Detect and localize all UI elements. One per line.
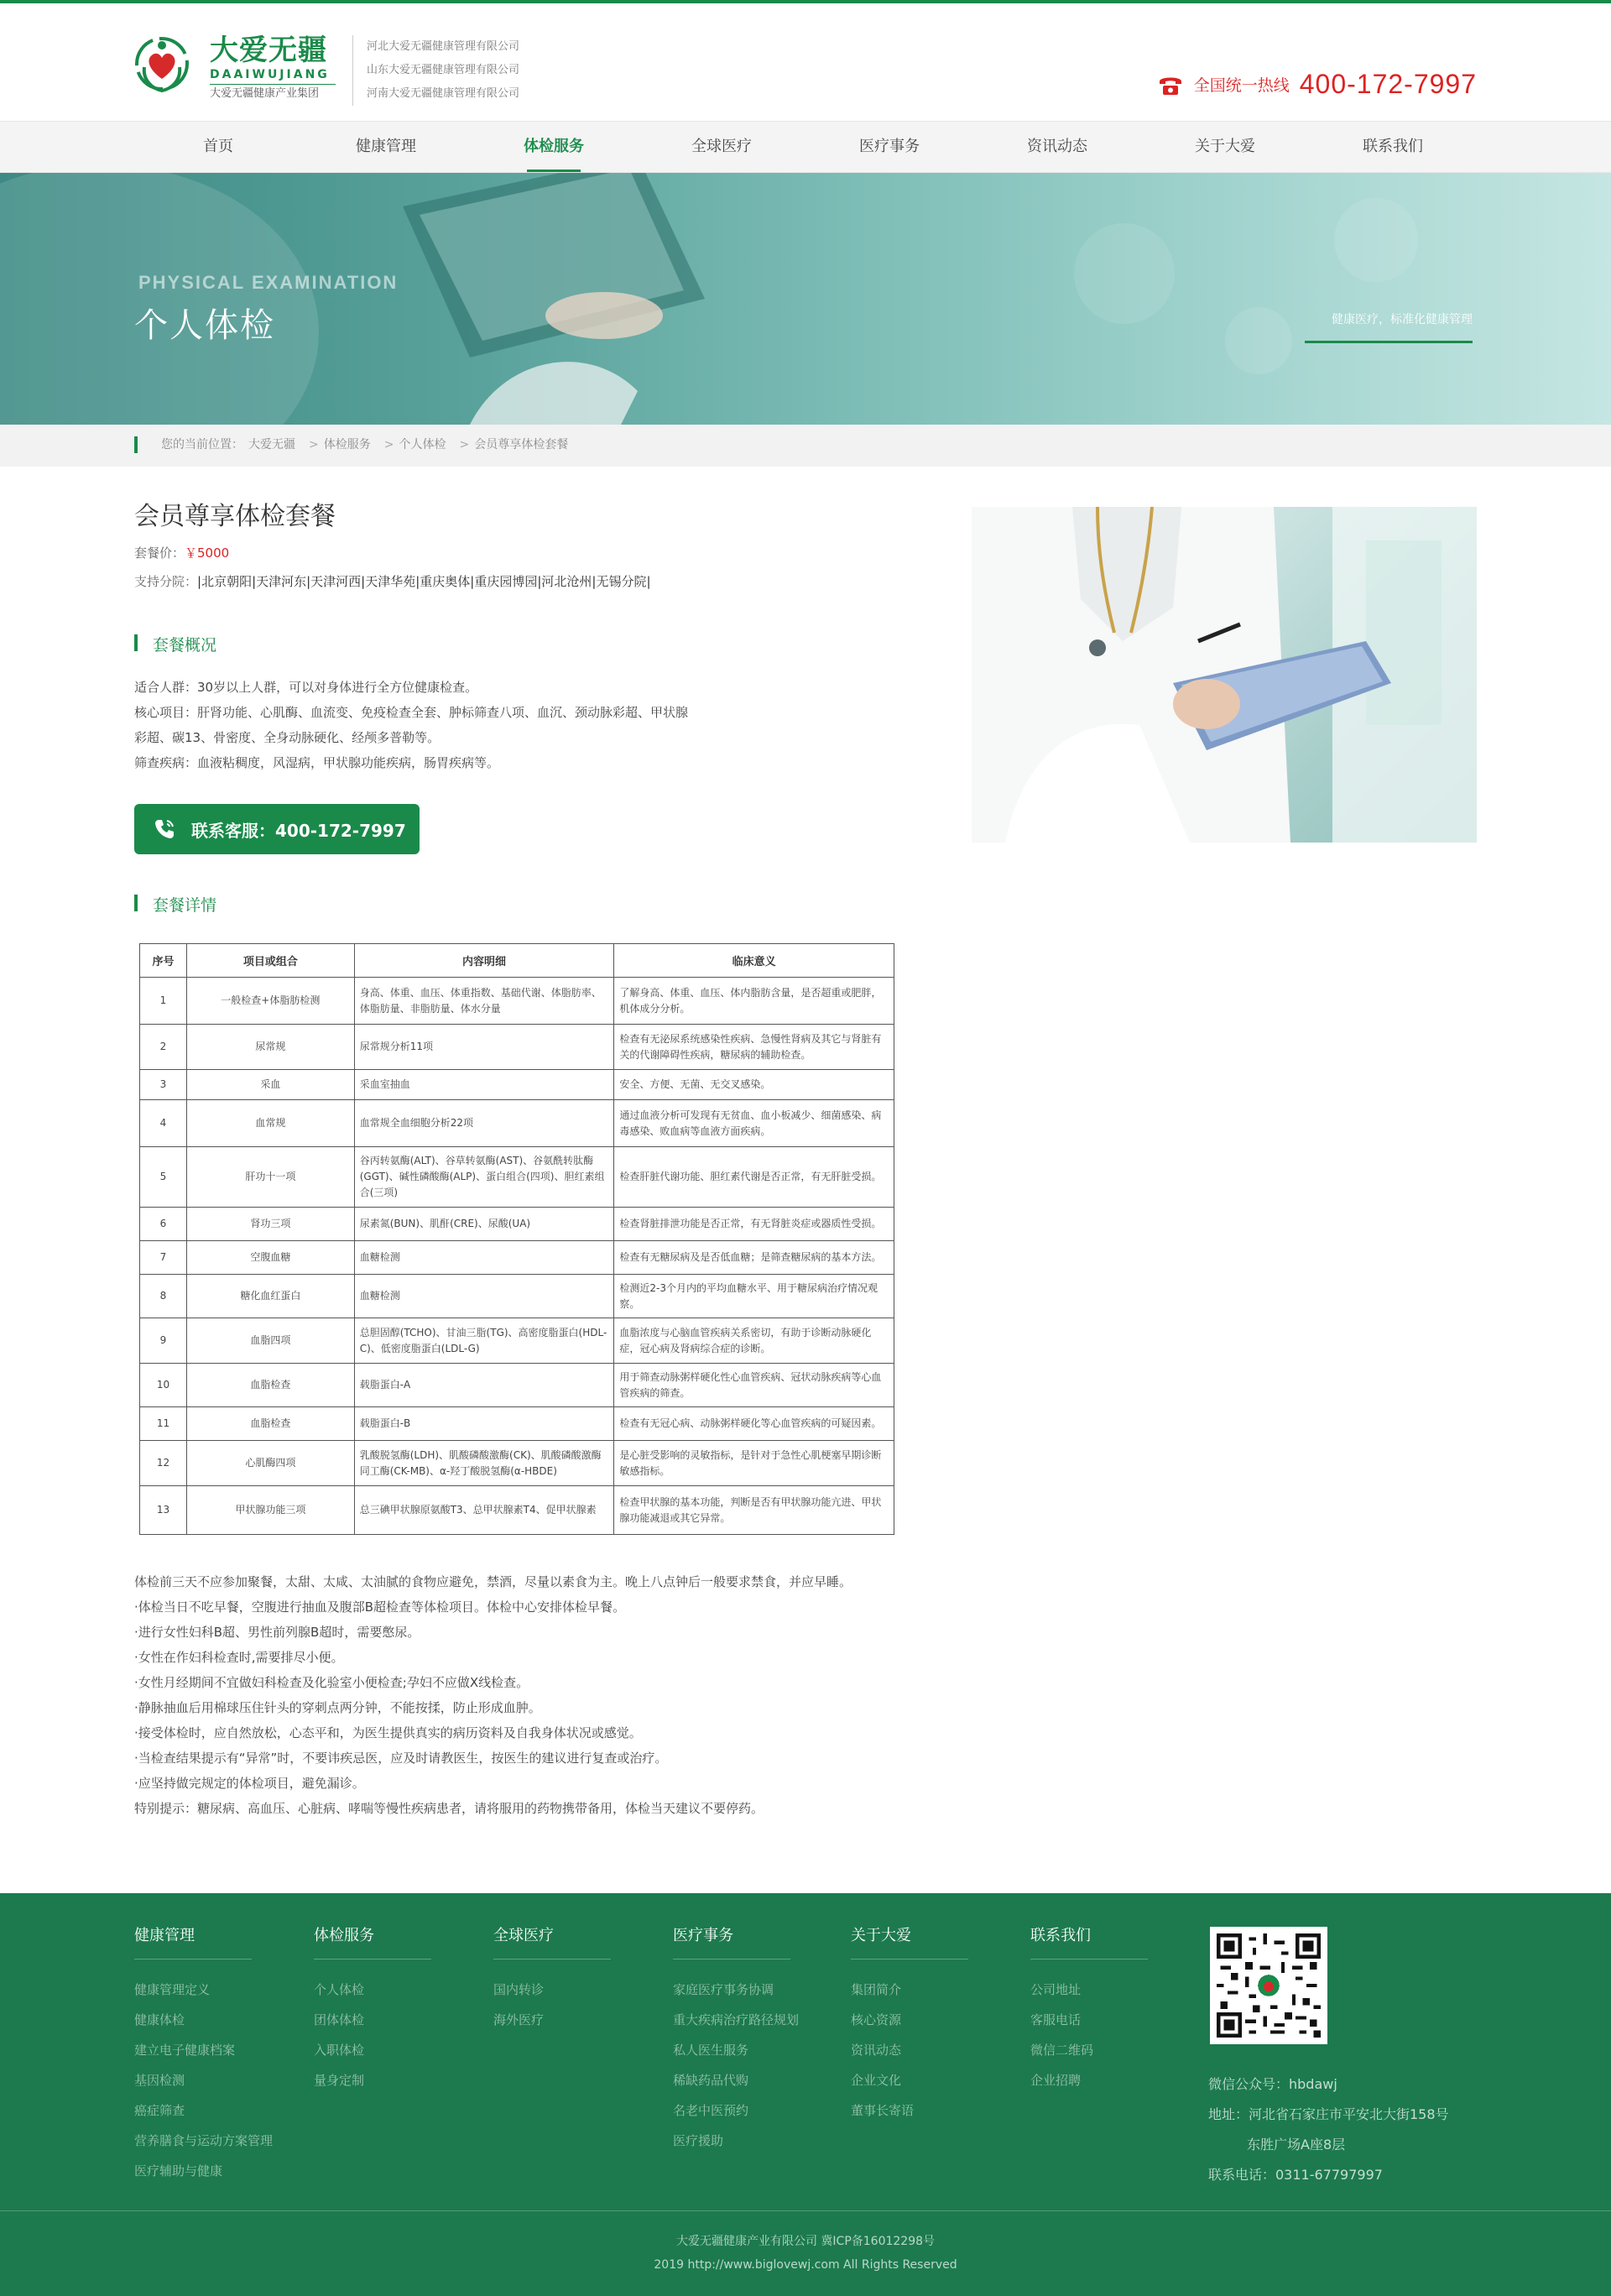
nav-item-health-management[interactable]: 健康管理: [356, 138, 416, 155]
hotline: [1157, 69, 1477, 100]
footer-column-title[interactable]: 体检服务: [314, 1923, 431, 1959]
table-row: [140, 1318, 894, 1364]
brand-block: [210, 34, 336, 103]
breadcrumb-link[interactable]: 个人体检: [399, 438, 446, 451]
table-row: [140, 1407, 894, 1441]
table-row: [140, 1241, 894, 1275]
cell-meaning: 检查有无糖尿病及是否低血糖；是筛查糖尿病的基本方法。: [614, 1241, 894, 1275]
cell-no: 6: [140, 1208, 187, 1241]
footer-link[interactable]: 重大疾病治疗路径规划: [673, 2012, 800, 2027]
package-details-table: [139, 943, 894, 1535]
cell-content: 血糖检测: [354, 1241, 614, 1275]
footer-column-title[interactable]: 关于大爱: [851, 1923, 968, 1959]
company-name: 河北大爱无疆健康管理有限公司: [367, 40, 520, 53]
breadcrumb-current: 会员尊享体检套餐: [474, 438, 569, 451]
cell-content: 载脂蛋白-B: [354, 1407, 614, 1441]
company-name: 河南大爱无疆健康管理有限公司: [367, 87, 520, 100]
nav-item-contact[interactable]: 联系我们: [1363, 138, 1423, 155]
cell-item: 甲状腺功能三项: [186, 1486, 354, 1535]
address-line: 地址：河北省石家庄市平安北大街158号: [1208, 2106, 1449, 2122]
footer-link[interactable]: 客服电话: [1030, 2012, 1082, 2027]
footer-column-contact: [1030, 1923, 1148, 2095]
nav-item-medical-affairs[interactable]: 医疗事务: [859, 138, 920, 155]
cell-meaning: 安全、方便、无菌、无交叉感染。: [614, 1070, 894, 1100]
footer-link[interactable]: 微信二维码: [1030, 2043, 1094, 2058]
table-header: 临床意义: [614, 944, 894, 978]
cell-item: 血常规: [186, 1100, 354, 1147]
footer-link[interactable]: 建立电子健康档案: [134, 2043, 236, 2058]
branches-value: |北京朝阳|天津河东|天津河西|天津华苑|重庆奥体|重庆园博园|河北沧州|无锡分院|: [197, 574, 651, 589]
cell-meaning: 是心脏受影响的灵敏指标，是针对于急性心肌梗塞早期诊断敏感指标。: [614, 1441, 894, 1486]
footer-link[interactable]: 入职体检: [314, 2043, 365, 2058]
overview-text: [134, 675, 738, 775]
nav-item-checkup-service[interactable]: 体检服务: [470, 122, 638, 174]
breadcrumb: [0, 425, 1611, 467]
cell-content: 尿素氮(BUN)、肌酐(CRE)、尿酸(UA): [354, 1208, 614, 1241]
cell-meaning: 检查肾脏排泄功能是否正常，有无肾脏炎症或器质性受损。: [614, 1208, 894, 1241]
note-line: ·进行女性妇科B超、男性前列腺B超时，需要憋尿。: [134, 1625, 420, 1640]
cell-content: 血糖检测: [354, 1275, 614, 1318]
footer-column-affairs: [673, 1923, 800, 2156]
cell-item: 尿常规: [186, 1025, 354, 1070]
breadcrumb-separator: >: [383, 438, 394, 451]
footer-link[interactable]: 集团简介: [851, 1982, 902, 1997]
table-header: 内容明细: [354, 944, 614, 978]
footer-link[interactable]: 营养膳食与运动方案管理: [134, 2133, 274, 2148]
company-name: 山东大爱无疆健康管理有限公司: [367, 64, 520, 76]
footer-link[interactable]: 企业招聘: [1030, 2073, 1082, 2088]
cell-item: 一般检查+体脂肪检测: [186, 978, 354, 1025]
cell-content: 身高、体重、血压、体重指数、基础代谢、体脂肪率、体脂肪量、非脂肪量、体水分量: [354, 978, 614, 1025]
telephone-icon: [1157, 71, 1184, 98]
breadcrumb-link[interactable]: 体检服务: [323, 438, 371, 451]
cell-item: 采血: [186, 1070, 354, 1100]
note-line: ·女性在作妇科检查时,需要排尽小便。: [134, 1650, 344, 1665]
phone-call-icon: [153, 817, 176, 841]
breadcrumb-marker: [134, 436, 138, 453]
nav-item-news[interactable]: 资讯动态: [1027, 138, 1087, 155]
note-line: 特别提示：糖尿病、高血压、心脏病、哮喘等慢性疾病患者，请将服用的药物携带备用，体检当天建议不要停药。: [134, 1801, 764, 1816]
page-title: 会员尊享体检套餐: [134, 502, 336, 531]
cell-meaning: 检查甲状腺的基本功能，判断是否有甲状腺功能亢进、甲状腺功能减退或其它异常。: [614, 1486, 894, 1535]
package-branches: [134, 572, 651, 590]
nav-item-home[interactable]: 首页: [203, 138, 233, 155]
table-row: [140, 1364, 894, 1407]
checkup-notes: [134, 1569, 940, 1821]
footer-link[interactable]: 量身定制: [314, 2073, 365, 2088]
table-row: [140, 1025, 894, 1070]
footer-column-title[interactable]: 联系我们: [1030, 1923, 1148, 1959]
cell-no: 3: [140, 1070, 187, 1100]
note-line: ·应坚持做完规定的体检项目，避免漏诊。: [134, 1776, 365, 1791]
banner-title: 个人体检: [134, 306, 275, 345]
brand-subtitle: 大爱无疆健康产业集团: [210, 87, 320, 100]
footer-contact-info: [1208, 2069, 1449, 2190]
cell-no: 1: [140, 978, 187, 1025]
footer-column-title[interactable]: 全球医疗: [493, 1923, 611, 1959]
cell-meaning: 用于筛查动脉粥样硬化性心血管疾病、冠状动脉疾病等心血管疾病的筛查。: [614, 1364, 894, 1407]
brand-name-cn: 大爱无疆: [210, 34, 327, 67]
note-line: ·体检当日不吃早餐，空腹进行抽血及腹部B超检查等体检项目。体检中心安排体检早餐。: [134, 1599, 626, 1615]
cell-no: 12: [140, 1441, 187, 1486]
nav-item-about[interactable]: 关于大爱: [1195, 138, 1255, 155]
cell-content: 总三碘甲状腺原氨酸T3、总甲状腺素T4、促甲状腺素: [354, 1486, 614, 1535]
cell-no: 5: [140, 1147, 187, 1208]
contact-service-button[interactable]: [134, 804, 420, 854]
copyright-line: 大爱无疆健康产业有限公司 冀ICP备16012298号: [675, 2235, 936, 2248]
footer-column-title[interactable]: 健康管理: [134, 1923, 252, 1959]
note-line: ·接受体检时，应自然放松，心态平和，为医生提供真实的病历资料及自我身体状况或感觉。: [134, 1725, 642, 1740]
cell-no: 11: [140, 1407, 187, 1441]
cell-meaning: 检测近2-3个月内的平均血糖水平、用于糖尿病治疗情况观察。: [614, 1275, 894, 1318]
cell-item: 血脂检查: [186, 1407, 354, 1441]
breadcrumb-link[interactable]: 大爱无疆: [248, 438, 295, 451]
footer-copyright: [0, 2210, 1611, 2296]
cell-meaning: 检查有无冠心病、动脉粥样硬化等心血管疾病的可疑因素。: [614, 1407, 894, 1441]
logo-icon[interactable]: [133, 34, 191, 97]
note-line: ·女性月经期间不宜做妇科检查及化验室小便检查;孕妇不应做X线检查。: [134, 1675, 529, 1690]
cell-no: 2: [140, 1025, 187, 1070]
footer-column-title[interactable]: 医疗事务: [673, 1923, 790, 1959]
footer-link[interactable]: 癌症筛查: [134, 2103, 185, 2118]
contact-phone: 联系电话：0311-67797997: [1208, 2167, 1383, 2183]
footer-link[interactable]: 团体体检: [314, 2012, 365, 2027]
price-label: 套餐价：: [134, 545, 185, 561]
cell-item: 血脂四项: [186, 1318, 354, 1364]
footer-link[interactable]: 国内转诊: [493, 1982, 545, 1997]
hotline-number[interactable]: 400-172-7997: [1299, 69, 1477, 99]
cell-no: 7: [140, 1241, 187, 1275]
note-line: ·当检查结果提示有“异常”时，不要讳疾忌医，应及时请教医生，按医生的建议进行复查或治疗。: [134, 1751, 668, 1766]
breadcrumb-prefix: 您的当前位置：: [161, 438, 243, 451]
doctor-photo: [972, 507, 1477, 843]
overview-line: 筛查疾病：血液粘稠度，风湿病，甲状腺功能疾病，肠胃疾病等。: [134, 755, 500, 770]
site-header: [0, 3, 1611, 121]
main-nav: [0, 121, 1611, 173]
site-footer: [0, 1893, 1611, 2296]
cell-meaning: 通过血液分析可发现有无贫血、血小板减少、细菌感染、病毒感染、败血病等血液方面疾病。: [614, 1100, 894, 1147]
wechat-account: 微信公众号：hbdawj: [1208, 2076, 1337, 2092]
footer-link[interactable]: 海外医疗: [493, 2012, 545, 2027]
cell-no: 10: [140, 1364, 187, 1407]
cell-content: 谷丙转氨酶(ALT)、谷草转氨酶(AST)、谷氨酰转肽酶(GGT)、碱性磷酸酶(ALP)、蛋白组合(四项)、胆红素组合(三项): [354, 1147, 614, 1208]
overview-line: 适合人群：30岁以上人群，可以对身体进行全方位健康检查。: [134, 680, 478, 695]
cell-content: 血常规全血细胞分析22项: [354, 1100, 614, 1147]
overview-line: 彩超、碳13、骨密度、全身动脉硬化、经颅多普勒等。: [134, 730, 441, 745]
footer-column-checkup: [314, 1923, 431, 2095]
footer-link[interactable]: 核心资源: [851, 2012, 902, 2027]
cell-item: 血脂检查: [186, 1364, 354, 1407]
cell-meaning: 了解身高、体重、血压、体内脂肪含量，是否超重或肥胖，机体成分分析。: [614, 978, 894, 1025]
footer-link[interactable]: 家庭医疗事务协调: [673, 1982, 774, 1997]
note-line: 体检前三天不应参加聚餐，太甜、太咸、太油腻的食物应避免，禁酒，尽量以素食为主。晚上八点钟后一般要求禁食，并应早睡。: [134, 1574, 852, 1589]
company-list: [352, 35, 519, 106]
footer-link[interactable]: 名老中医预约: [673, 2103, 749, 2118]
cell-no: 9: [140, 1318, 187, 1364]
footer-link[interactable]: 公司地址: [1030, 1982, 1082, 1997]
cell-item: 肾功三项: [186, 1208, 354, 1241]
cell-content: 总胆固醇(TCHO)、甘油三脂(TG)、高密度脂蛋白(HDL-C)、低密度脂蛋白(LDL-G): [354, 1318, 614, 1364]
footer-link[interactable]: 个人体检: [314, 1982, 365, 1997]
cell-content: 载脂蛋白-A: [354, 1364, 614, 1407]
footer-link[interactable]: 稀缺药品代购: [673, 2073, 749, 2088]
cell-content: 尿常规分析11项: [354, 1025, 614, 1070]
footer-column-health: [134, 1923, 274, 2186]
table-row: [140, 1486, 894, 1535]
table-row: [140, 1275, 894, 1318]
overview-line: 核心项目：肝肾功能、心肌酶、血流变、免疫检查全套、肿标筛查八项、血沉、颈动脉彩超、甲状腺: [134, 705, 689, 720]
footer-link[interactable]: 医疗援助: [673, 2133, 724, 2148]
footer-link[interactable]: 医疗辅助与健康: [134, 2163, 223, 2179]
cell-no: 4: [140, 1100, 187, 1147]
details-heading: 套餐详情: [134, 893, 216, 916]
table-header: 序号: [140, 944, 187, 978]
qr-code-icon: [1217, 1933, 1321, 2038]
price-value: ￥5000: [185, 545, 230, 561]
cell-meaning: 检查有无泌尿系统感染性疾病、急慢性肾病及其它与肾脏有关的代谢障碍性疾病，糖尿病的辅助检查。: [614, 1025, 894, 1070]
footer-column-global: [493, 1923, 611, 2035]
note-line: ·静脉抽血后用棉球压住针头的穿刺点两分钟，不能按揉，防止形成血肿。: [134, 1700, 541, 1715]
contact-service-label: 联系客服：400-172-7997: [191, 820, 406, 841]
doctor-illustration: [972, 507, 1477, 843]
cell-item: 糖化血红蛋白: [186, 1275, 354, 1318]
page-banner: [0, 173, 1611, 425]
footer-link[interactable]: 健康管理定义: [134, 1982, 211, 1997]
overview-heading: 套餐概况: [134, 633, 216, 655]
banner-slogan: 健康医疗，标准化健康管理: [1305, 310, 1473, 343]
cell-item: 心肌酶四项: [186, 1441, 354, 1486]
table-row: [140, 1070, 894, 1100]
table-row: [140, 1100, 894, 1147]
wechat-qr-code: [1210, 1927, 1327, 2044]
cell-meaning: 血脂浓度与心脑血管疾病关系密切，有助于诊断动脉硬化症，冠心病及肾病综合症的诊断。: [614, 1318, 894, 1364]
hotline-label: 全国统一热线: [1193, 76, 1290, 95]
footer-link[interactable]: 基因检测: [134, 2073, 185, 2088]
footer-link[interactable]: 董事长寄语: [851, 2103, 915, 2118]
table-row: [140, 1441, 894, 1486]
breadcrumb-separator: >: [309, 438, 319, 451]
table-row: [140, 1147, 894, 1208]
cell-no: 13: [140, 1486, 187, 1535]
brand-name-en: DAAIWUJIANG: [210, 67, 336, 85]
table-row: [140, 978, 894, 1025]
copyright-line: 2019 http://www.biglovewj.com All Rights Reserved: [654, 2258, 957, 2272]
cell-item: 肝功十一项: [186, 1147, 354, 1208]
cell-meaning: 检查肝脏代谢功能、胆红素代谢是否正常，有无肝脏受损。: [614, 1147, 894, 1208]
nav-item-global-medical[interactable]: 全球医疗: [691, 138, 752, 155]
table-header: 项目或组合: [186, 944, 354, 978]
table-row: [140, 1208, 894, 1241]
footer-link[interactable]: 企业文化: [851, 2073, 902, 2088]
cell-no: 8: [140, 1275, 187, 1318]
footer-link[interactable]: 资讯动态: [851, 2043, 902, 2058]
cell-content: 采血室抽血: [354, 1070, 614, 1100]
banner-english-title: PHYSICAL EXAMINATION: [138, 272, 399, 293]
cell-item: 空腹血糖: [186, 1241, 354, 1275]
package-price: [134, 544, 229, 561]
breadcrumb-separator: >: [459, 438, 470, 451]
footer-column-about: [851, 1923, 968, 2126]
branches-label: 支持分院：: [134, 574, 198, 589]
cell-content: 乳酸脱氢酶(LDH)、肌酸磷酸激酶(CK)、肌酸磷酸激酶同工酶(CK-MB)、α-羟丁酸脱氢酶(α-HBDE): [354, 1441, 614, 1486]
address-line: 东胜广场A座8层: [1247, 2137, 1346, 2152]
footer-link[interactable]: 私人医生服务: [673, 2043, 749, 2058]
footer-link[interactable]: 健康体检: [134, 2012, 185, 2027]
